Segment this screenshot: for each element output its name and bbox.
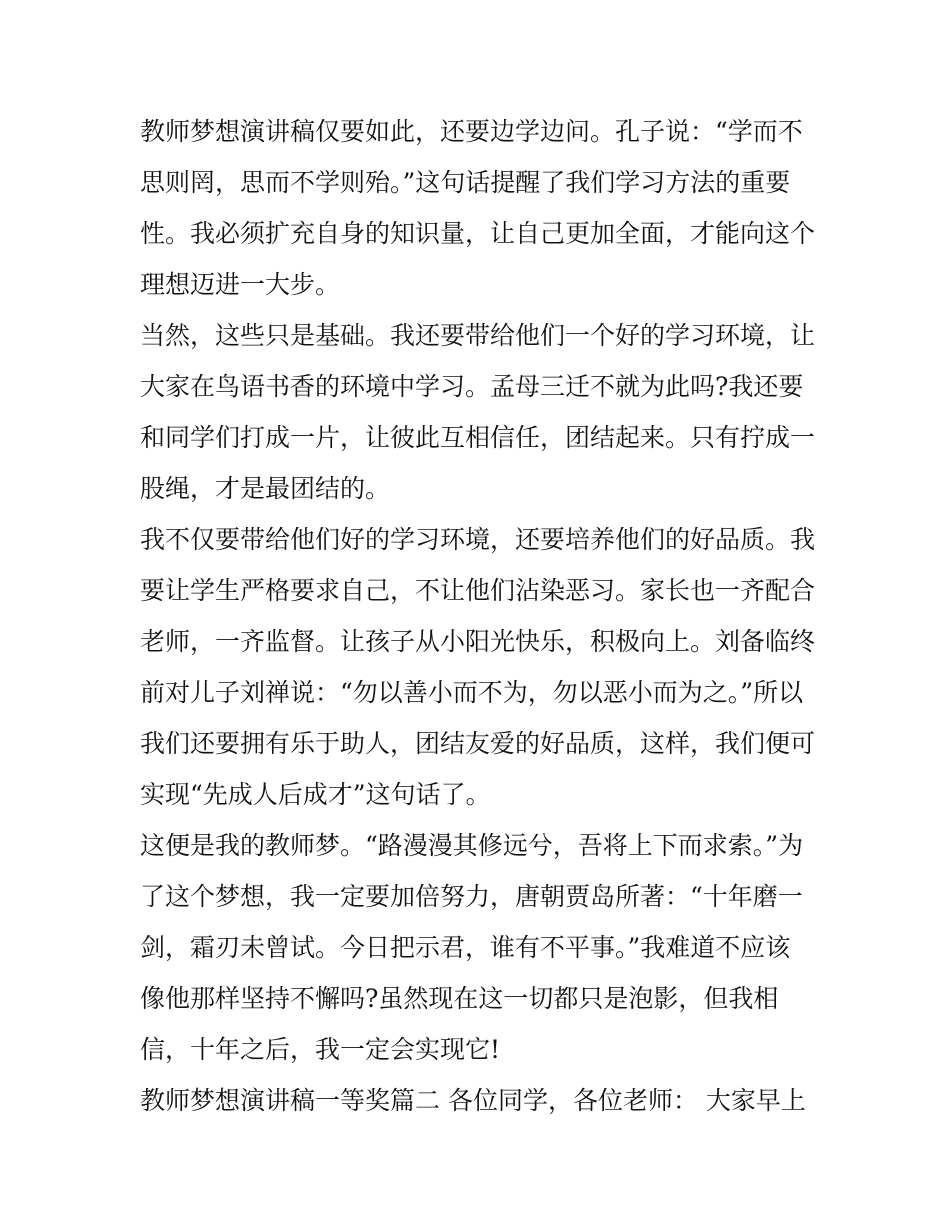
document-body — [140, 106, 820, 1126]
text-line: 前对儿子刘禅说：“勿以善小而不为，勿以恶小而为之。”所以 — [140, 678, 804, 707]
text-line: 老师，一齐监督。让孩子从小阳光快乐，积极向上。刘备临终 — [140, 627, 816, 656]
text-line: 和同学们打成一片，让彼此互相信任，团结起来。只有拧成一 — [140, 423, 816, 452]
text-line: 像他那样坚持不懈吗?虽然现在这一切都只是泡影，但我相 — [140, 984, 779, 1013]
text-line: 当然，这些只是基础。我还要带给他们一个好的学习环境，让 — [140, 321, 816, 350]
text-line: 了这个梦想，我一定要加倍努力，唐朝贾岛所著：“十年磨一 — [140, 882, 803, 911]
text-line: 剑，霜刃未曾试。今日把示君，谁有不平事。”我难道不应该 — [140, 933, 791, 962]
text-line: 这便是我的教师梦。“路漫漫其修远兮，吾将上下而求索。”为 — [140, 831, 804, 860]
text-line: 教师梦想演讲稿仅要如此，还要边学边问。孔子说：“学而不 — [140, 117, 803, 146]
text-line: 教师梦想演讲稿一等奖篇二 各位同学，各位老师： 大家早上 — [140, 1086, 806, 1115]
text-line: 我不仅要带给他们好的学习环境，还要培养他们的好品质。我 — [140, 525, 816, 554]
text-line: 理想迈进一大步。 — [140, 270, 341, 299]
text-line: 思则罔，思而不学则殆。”这句话提醒了我们学习方法的重要 — [140, 168, 791, 197]
text-line: 股绳，才是最团结的。 — [140, 474, 391, 503]
text-line: 大家在鸟语书香的环境中学习。孟母三迁不就为此吗?我还要 — [140, 372, 804, 401]
text-line: 我们还要拥有乐于助人，团结友爱的好品质，这样，我们便可 — [140, 729, 816, 758]
text-line: 性。我必须扩充自身的知识量，让自己更加全面，才能向这个 — [140, 219, 816, 248]
text-line: 信，十年之后，我一定会实现它! — [140, 1035, 501, 1064]
text-line: 要让学生严格要求自己，不让他们沾染恶习。家长也一齐配合 — [140, 576, 816, 605]
text-line: 实现“先成人后成才”这句话了。 — [140, 780, 491, 809]
